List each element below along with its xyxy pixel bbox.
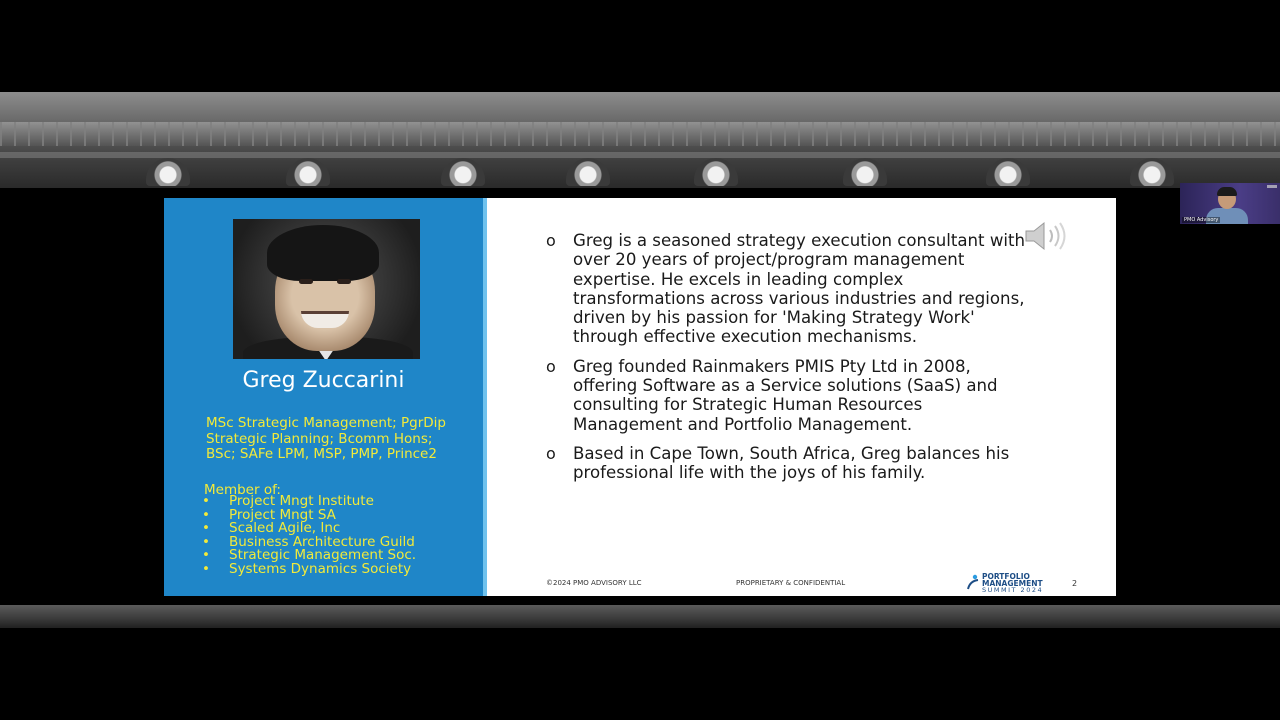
list-item: • Business Architecture Guild [202, 533, 415, 550]
logo-line3: SUMMIT 2024 [982, 586, 1044, 594]
membership-list [202, 495, 416, 577]
summit-logo [966, 572, 1048, 592]
list-item: • Strategic Management Soc. [202, 547, 417, 564]
slide-page-number: 2 [1072, 579, 1078, 588]
speaker-icon[interactable] [1024, 220, 1070, 252]
footer-copyright: ©2024 PMO ADVISORY LLC [546, 579, 642, 587]
stage-light [441, 158, 485, 186]
participant-name-label: PMO Advisory [1184, 217, 1219, 223]
stage-light [286, 158, 330, 186]
speaker-name: Greg Zuccarini [242, 368, 405, 393]
lighting-truss [0, 122, 1280, 146]
stage-light [566, 158, 610, 186]
stage-light [843, 158, 887, 186]
list-item: o Based in Cape Town, South Africa, Greg balances his professional life with the joys of his family. [546, 443, 1010, 483]
membership-label: Member of: [204, 482, 281, 498]
list-item: • Project Mngt SA [202, 506, 336, 523]
list-item: o Greg founded Rainmakers PMIS Pty Ltd in 2008, offering Software as a Service solutions (SaaS) and consulting for Strategic Human Resources Management and Portfolio Management. [546, 356, 998, 434]
speaker-qualifications: MSc Strategic Management; PgrDip Strategic Planning; Bcomm Hons; BSc; SAFe LPM, MSP, PMP, Prince2 [206, 415, 446, 462]
list-item: o Greg is a seasoned strategy execution consultant with over 20 years of project/program management expertise. He excels in leading complex transformations across various industries and regions, driven by his passion for 'Making Strategy Work' through effective execution mechanisms. [546, 231, 1026, 347]
stage-light [1130, 158, 1174, 186]
panel-edge [483, 198, 487, 596]
list-item: • Scaled Agile, Inc [202, 520, 341, 537]
stage-backdrop-bottom [0, 605, 1280, 628]
presentation-slide [164, 198, 1116, 596]
list-item: • Project Mngt Institute [202, 493, 374, 509]
stage-light [986, 158, 1030, 186]
logo-line1: PORTFOLIO [982, 572, 1030, 581]
speaker-photo [233, 219, 420, 359]
summit-logo-icon [966, 574, 980, 590]
stage-light [694, 158, 738, 186]
speaker-profile-panel [164, 198, 483, 596]
stage-backdrop-top [0, 92, 1280, 188]
footer-confidential: PROPRIETARY & CONFIDENTIAL [736, 579, 846, 587]
list-item: • Systems Dynamics Society [202, 560, 412, 577]
bio-bullet-list [546, 231, 1026, 493]
participant-video-tile[interactable] [1180, 183, 1280, 224]
logo-line2: MANAGEMENT [982, 579, 1043, 588]
lighting-truss-bar [0, 152, 1280, 158]
video-corner-badge [1267, 185, 1277, 188]
stage-light [146, 158, 190, 186]
